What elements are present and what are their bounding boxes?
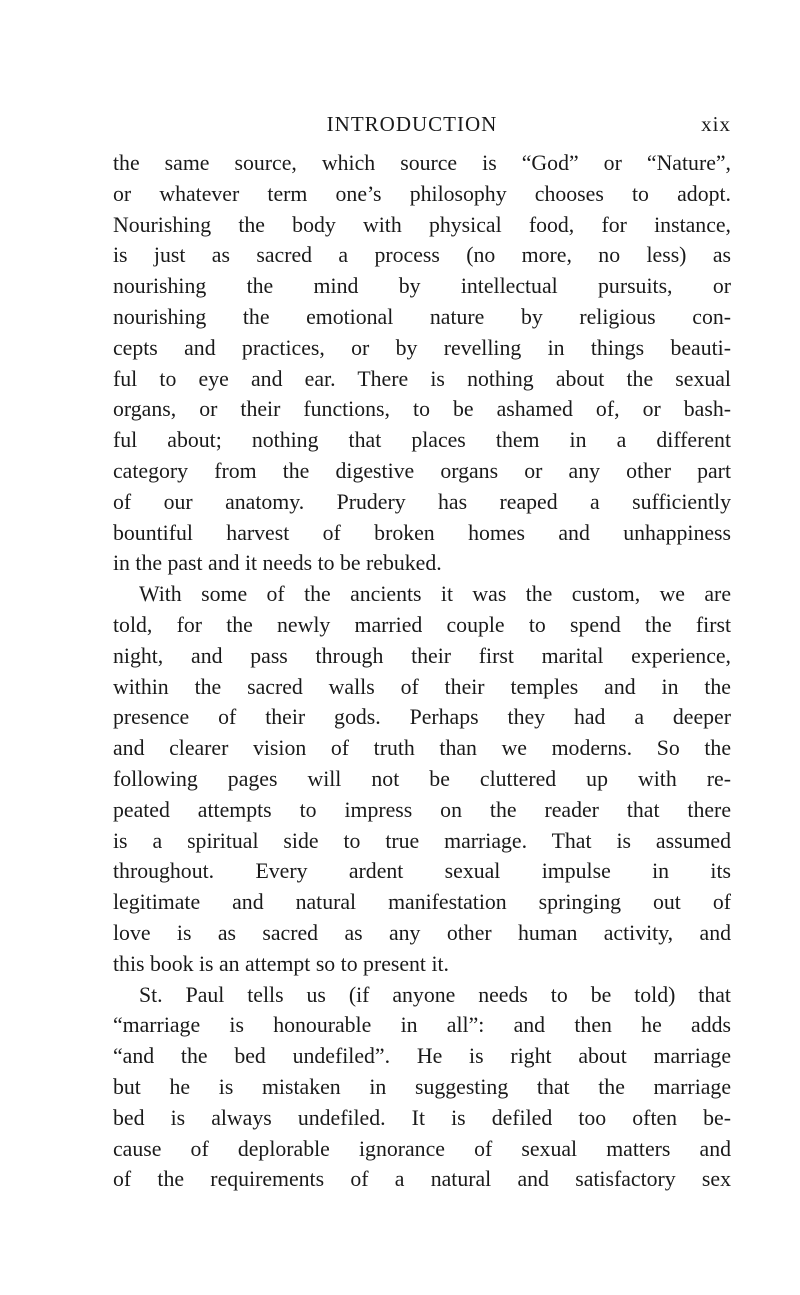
text-line: of the requirements of a natural and satisfactory sex	[113, 1167, 731, 1192]
text-line: nourishing the mind by intellectual pursuits, or	[113, 274, 731, 299]
text-line: following pages will not be cluttered up with re-	[113, 766, 731, 791]
text-line: of our anatomy. Prudery has reaped a sufficiently	[113, 489, 731, 514]
text-line: With some of the ancients it was the custom, we are	[139, 582, 731, 607]
text-line: within the sacred walls of their temples and in the	[113, 674, 731, 699]
text-line: told, for the newly married couple to spend the first	[113, 612, 731, 637]
text-line: presence of their gods. Perhaps they had a deeper	[113, 705, 731, 730]
text-line: bountiful harvest of broken homes and unhappiness	[113, 520, 731, 545]
text-line: cepts and practices, or by revelling in things beauti-	[113, 335, 731, 360]
book-page	[113, 112, 731, 1195]
text-line: and clearer vision of truth than we moderns. So the	[113, 736, 731, 761]
running-header	[113, 112, 731, 140]
text-line: love is as sacred as any other human activity, and	[113, 920, 731, 945]
text-line: but he is mistaken in suggesting that the marriage	[113, 1074, 731, 1099]
text-line: in the past and it needs to be rebuked.	[113, 551, 442, 576]
chapter-title: INTRODUCTION	[326, 112, 498, 136]
text-line: Nourishing the body with physical food, for instance,	[113, 212, 731, 237]
text-line: or whatever term one’s philosophy chooses to adopt.	[113, 181, 731, 206]
text-line: “and the bed undefiled”. He is right about marriage	[113, 1044, 731, 1069]
text-line: “marriage is honourable in all”: and then he adds	[113, 1013, 731, 1038]
text-line: throughout. Every ardent sexual impulse in its	[113, 859, 731, 884]
text-line: is a spiritual side to true marriage. That is assumed	[113, 828, 731, 853]
text-line: category from the digestive organs or any other part	[113, 458, 731, 483]
text-line: organs, or their functions, to be ashamed of, or bash-	[113, 397, 731, 422]
text-line: legitimate and natural manifestation springing out of	[113, 890, 731, 915]
text-line: ful to eye and ear. There is nothing about the sexual	[113, 366, 731, 391]
text-line: is just as sacred a process (no more, no less) as	[113, 243, 731, 268]
body-text	[113, 148, 731, 1195]
text-line: peated attempts to impress on the reader that there	[113, 797, 731, 822]
text-line: ful about; nothing that places them in a different	[113, 428, 731, 453]
page-number: xix	[701, 112, 731, 136]
text-line: the same source, which source is “God” or “Nature”,	[113, 151, 731, 175]
text-line: this book is an attempt so to present it.	[113, 951, 449, 976]
text-line: night, and pass through their first marital experience,	[113, 643, 731, 668]
text-line: bed is always undefiled. It is defiled too often be-	[113, 1105, 731, 1130]
text-line: nourishing the emotional nature by religious con-	[113, 304, 731, 329]
text-line: St. Paul tells us (if anyone needs to be told) that	[139, 982, 731, 1007]
text-line: cause of deplorable ignorance of sexual matters and	[113, 1136, 731, 1161]
